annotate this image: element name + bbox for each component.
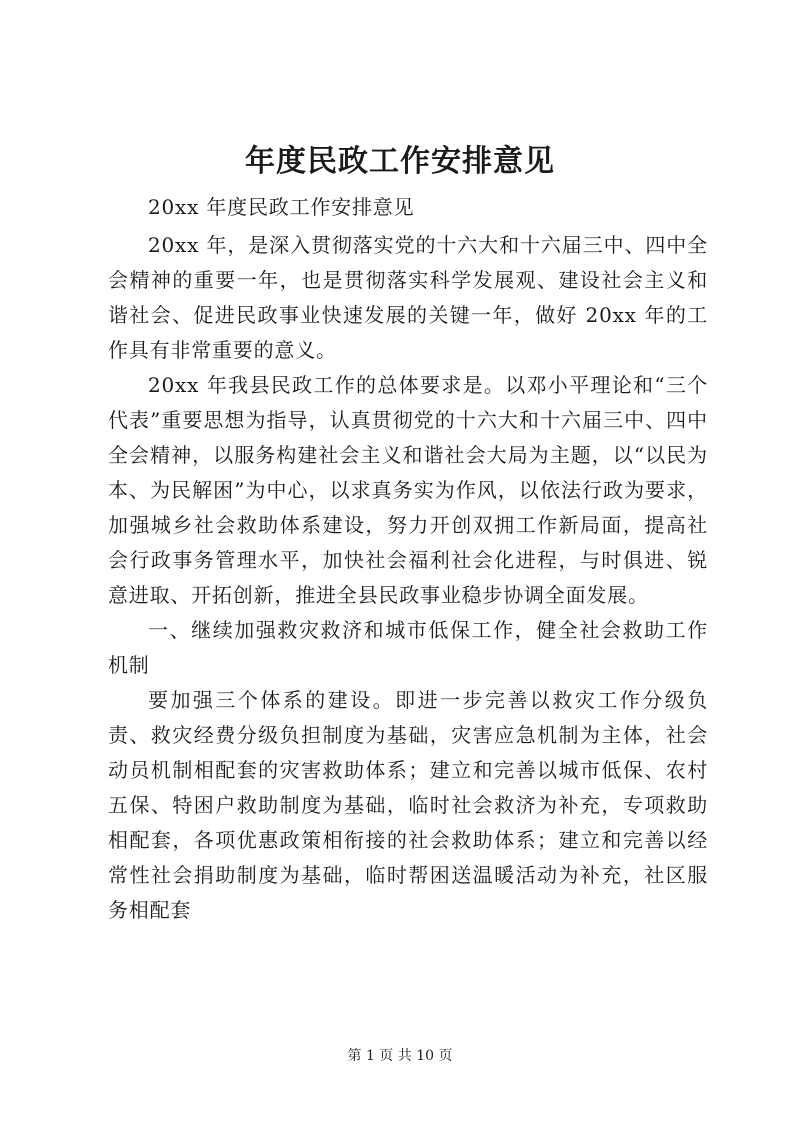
paragraph-requirements: 20xx 年我县民政工作的总体要求是。以邓小平理论和“三个代表”重要思想为指导，认真贯彻党的十六大和十六届三中、四中全会精神，以服务构建社会主义和谐社会大局为主题，以“以民为本、为民解困”为中心，以求真务实为作风，以依法行政为要求，加强城乡社会救助体系建设，努力开创双拥工作新局面，提高社会行政事务管理水平，加快社会福利社会化进程，与时俱进、锐意进取、开拓创新，推进全县民政事业稳步协调全面发展。 bbox=[108, 373, 708, 607]
page-number-footer: 第 1 页 共 10 页 bbox=[347, 1048, 453, 1064]
document-body bbox=[108, 190, 708, 928]
paragraph-section-1: 要加强三个体系的建设。即进一步完善以救灾工作分级负责、救灾经费分级负担制度为基础，灾害应急机制为主体，社会动员机制相配套的灾害救助体系；建立和完善以城市低保、农村五保、特困户救助制度为基础，临时社会救济为补充，专项救助相配套，各项优惠政策相衔接的社会救助体系；建立和完善以经常性社会捐助制度为基础，临时帮困送温暖活动为补充，社区服务相配套 bbox=[108, 688, 708, 922]
paragraph-intro: 20xx 年，是深入贯彻落实党的十六大和十六届三中、四中全会精神的重要一年，也是贯彻落实科学发展观、建设社会主义和谐社会、促进民政事业快速发展的关键一年，做好 20xx 年的工作具有非常重要的意义。 bbox=[108, 233, 708, 362]
paragraph-subtitle: 20xx 年度民政工作安排意见 bbox=[148, 195, 415, 219]
section-heading-1: 一、继续加强救灾救济和城市低保工作，健全社会救助工作机制 bbox=[108, 618, 708, 677]
document-title: 年度民政工作安排意见 bbox=[245, 144, 555, 179]
